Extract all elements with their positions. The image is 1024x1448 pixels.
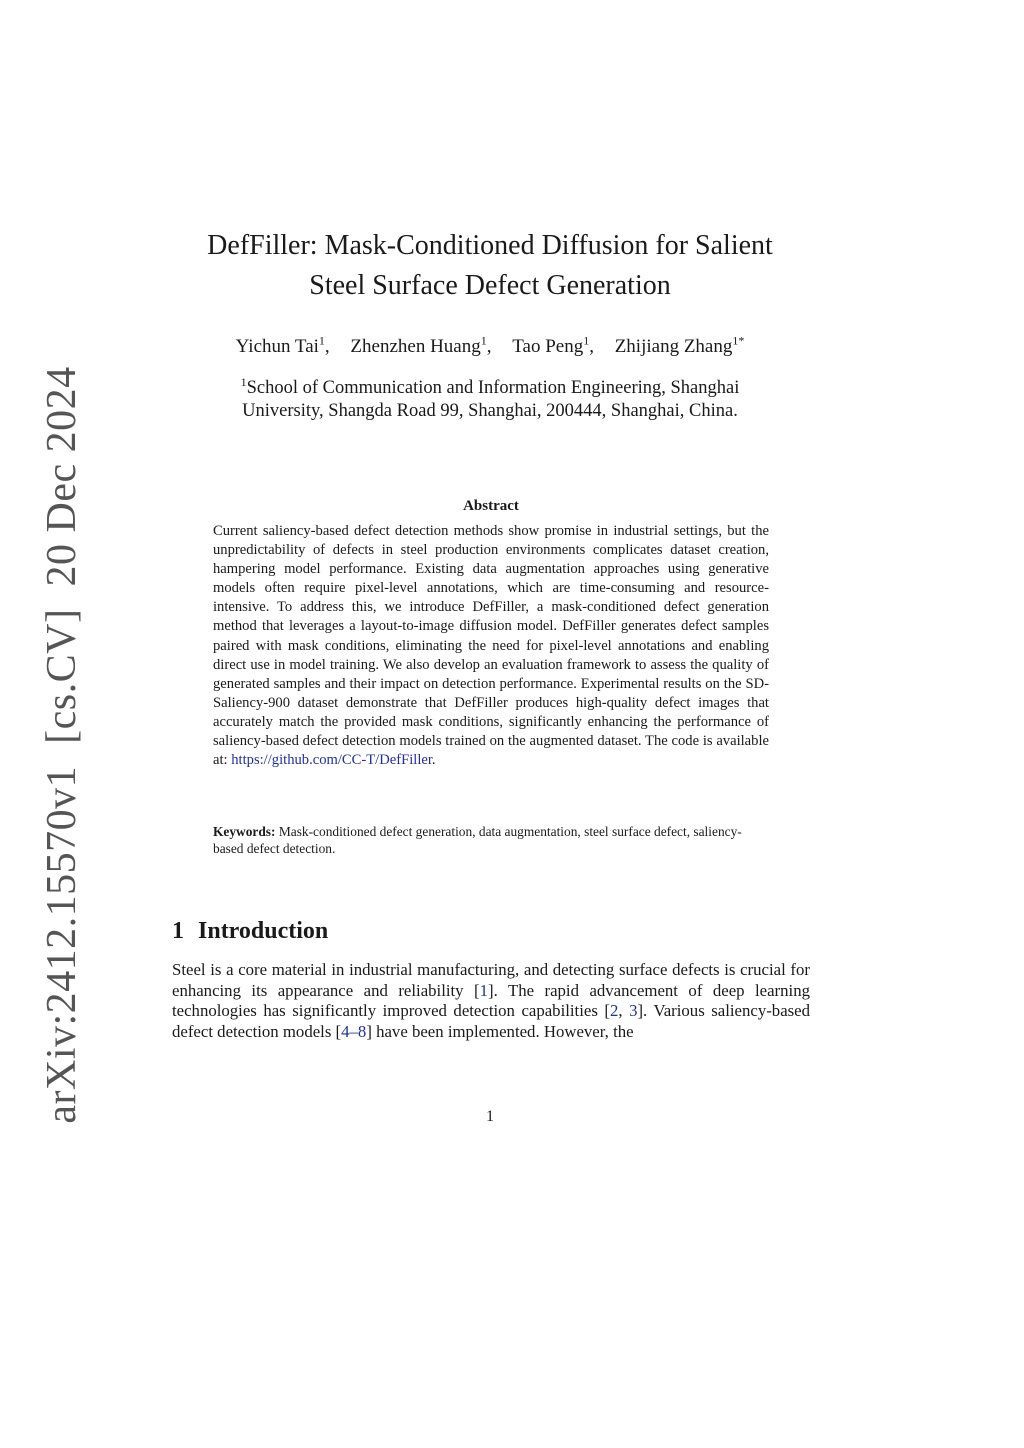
intro-text-5: ] have been implemented. However, the xyxy=(366,1021,634,1041)
author-name: Zhenzhen Huang xyxy=(350,336,481,358)
page-number: 1 xyxy=(486,1108,494,1125)
arxiv-category: [cs.CV] xyxy=(39,608,85,744)
arxiv-id: arXiv:2412.15570v1 xyxy=(39,765,85,1124)
intro-text-1: Steel is a core material in industrial manufacturing, and detecting surface defects is crucial for enhancing its appearance and reliability [ xyxy=(172,960,810,1000)
author-4 xyxy=(615,336,745,357)
author-1 xyxy=(236,336,330,357)
author-separator: , xyxy=(589,336,594,358)
intro-text-2: ]. The rapid advancement of deep learning technologies has significantly improved detection capabilities [ xyxy=(172,980,810,1021)
abstract-heading: Abstract xyxy=(463,498,519,514)
author-name: Zhijiang Zhang xyxy=(614,336,733,358)
intro-text-4: ]. Various saliency-based defect detection models [ xyxy=(172,1001,811,1041)
affiliation xyxy=(200,371,780,423)
section-heading-introduction xyxy=(172,918,328,945)
introduction-paragraph xyxy=(172,960,810,1042)
author-list xyxy=(160,334,820,358)
author-mark: 1 xyxy=(480,334,487,348)
code-link[interactable]: https://github.com/CC-T/DefFiller xyxy=(231,752,432,769)
abstract-text: Current saliency-based defect detection methods show promise in industrial settings, but the unpredictability of defects in steel production environments complicates dataset creation, hampering model performance. Existing data augmentation approaches using generative models often require pixel-level annotations, which are time-consuming and resource-intensive. To address this, we introduce DefFiller, a mask-conditioned defect generation method that leverages a layout-to-image diffusion model. DefFiller generates defect samples paired with mask conditions, eliminating the need for pixel-level annotations and enabling direct use in model training. We also develop an evaluation framework to assess the quality of generated samples and their impact on detection performance. Experimental results on the SD-Saliency-900 dataset demonstrate that DefFiller produces high-quality defect images that accurately match the provided mask conditions, significantly enhancing the performance of saliency-based defect detection models trained on the augmented dataset. The code is available at: xyxy=(213,523,769,769)
author-name: Tao Peng xyxy=(512,336,584,358)
abstract-link-tail: . xyxy=(431,752,436,769)
author-separator: , xyxy=(486,336,492,358)
paper-title xyxy=(160,226,820,306)
affiliation-line-2: University, Shangda Road 99, Shanghai, 200444, Shanghai, China. xyxy=(242,401,738,422)
section-number: 1 xyxy=(172,918,184,944)
affiliation-mark: 1 xyxy=(240,375,247,389)
abstract-body xyxy=(213,522,769,770)
intro-text-3: , xyxy=(618,1001,630,1021)
citation-link[interactable]: 1 xyxy=(479,980,489,1000)
author-mark: 1 xyxy=(583,334,590,348)
keywords xyxy=(213,823,743,857)
author-3 xyxy=(512,336,594,357)
citation-link[interactable]: 2 xyxy=(609,1001,619,1021)
arxiv-stamp xyxy=(38,366,86,1123)
keywords-label: Keywords: xyxy=(213,824,276,839)
author-separator: , xyxy=(324,336,330,358)
affiliation-line-1: School of Communication and Information Engineering, Shanghai xyxy=(246,378,740,399)
title-line-2: Steel Surface Defect Generation xyxy=(309,270,671,301)
author-2 xyxy=(350,336,491,357)
author-mark: 1 xyxy=(318,334,325,348)
author-name: Yichun Tai xyxy=(235,336,319,358)
title-line-1: DefFiller: Mask-Conditioned Diffusion for Salient xyxy=(207,230,773,261)
section-title: Introduction xyxy=(198,918,329,944)
citation-link[interactable]: 3 xyxy=(629,1001,638,1021)
arxiv-date: 20 Dec 2024 xyxy=(39,366,85,587)
author-mark: 1* xyxy=(732,334,745,348)
keywords-text: Mask-conditioned defect generation, data augmentation, steel surface defect, saliency-based defect detection. xyxy=(213,824,742,856)
citation-link[interactable]: 4–8 xyxy=(341,1021,367,1041)
